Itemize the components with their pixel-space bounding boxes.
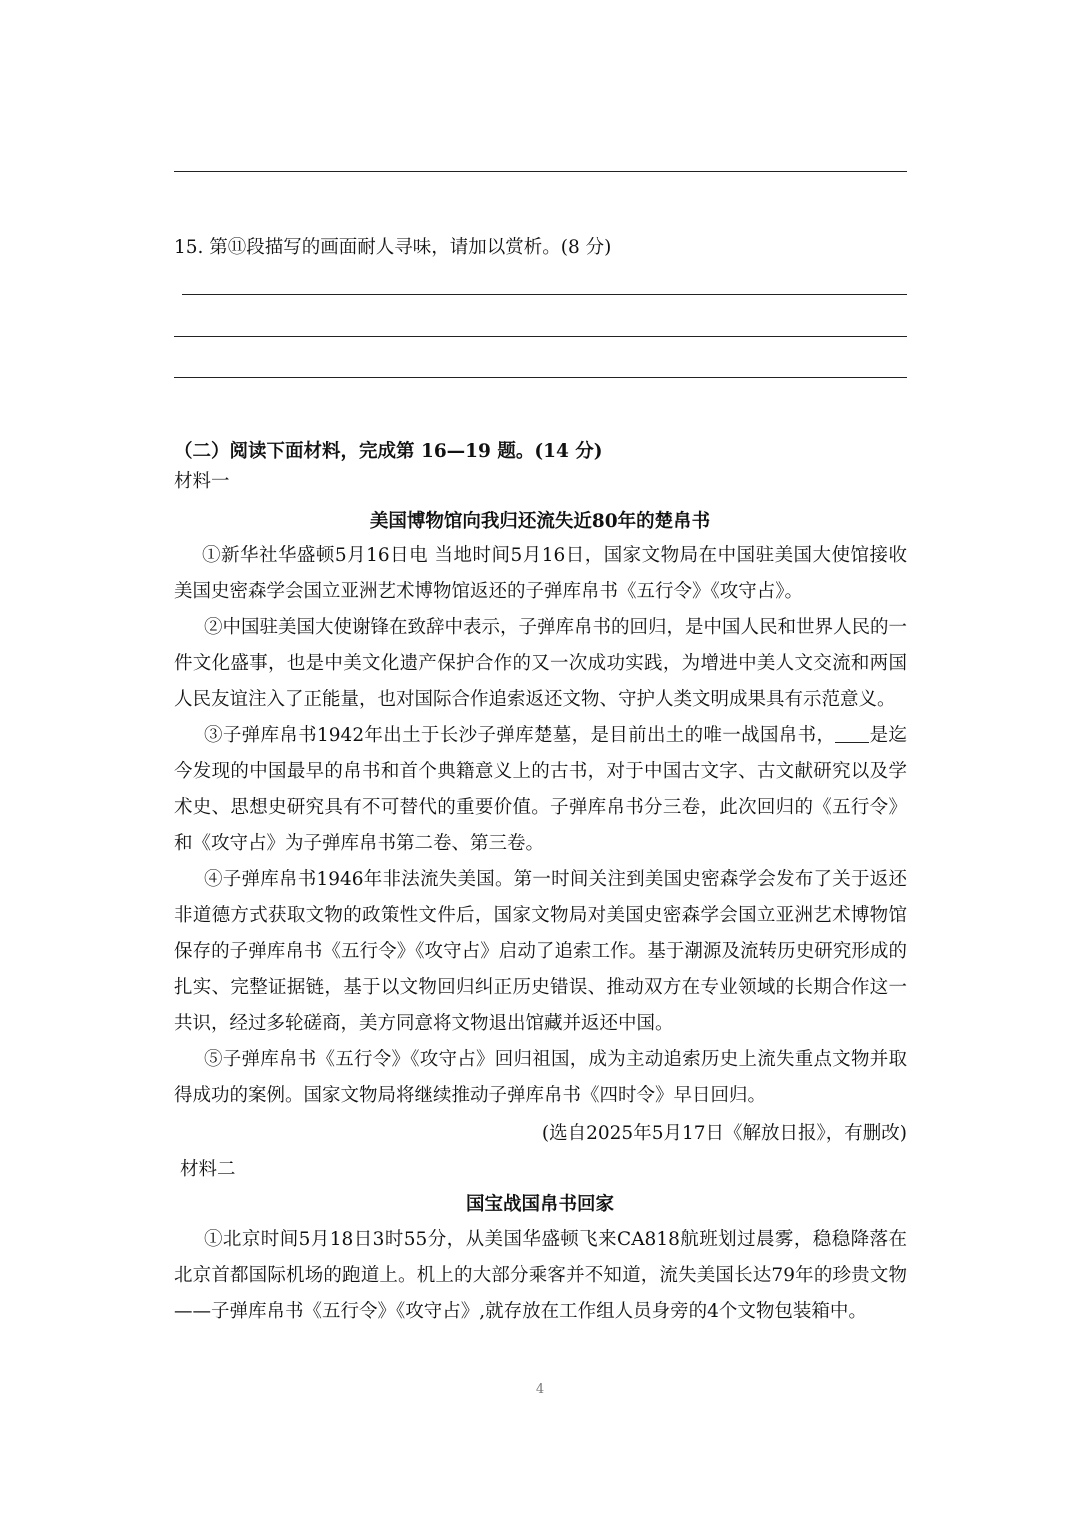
answer-line	[182, 294, 907, 295]
fill-in-blank	[835, 724, 869, 743]
answer-line	[174, 336, 907, 337]
section-heading: （二）阅读下面材料，完成第 16—19 题。(14 分)	[174, 441, 603, 462]
paragraph-3-rest: 是迄今发现的中国最早的帛书和首个典籍意义上的古书，对于中国古文字、古文献研究以及学术史、思想史研究具有不可替代的重要价值。子弹库帛书分三卷，此次回归的《五行令》和《攻守占》为子弹库帛书第二卷、第三卷。	[174, 725, 907, 854]
answer-line	[174, 377, 907, 378]
material-one-source: (选自2025年5月17日《解放日报》，有删改)	[541, 1123, 907, 1144]
material-one-paragraph-5: ⑤子弹库帛书《五行令》《攻守占》回归祖国，成为主动追索历史上流失重点文物并取得成功的案例。国家文物局将继续推动子弹库帛书《四时令》早日回归。	[174, 1049, 907, 1106]
material-two-title: 国宝战国帛书回家	[465, 1194, 614, 1215]
page-number: 4	[535, 1382, 545, 1397]
paragraph-3-lead: ③子弹库帛书1942年出土于长沙子弹库楚墓，是目前出土的唯一战国帛书，	[204, 725, 836, 746]
material-one-paragraph-1: ①新华社华盛顿5月16日电 当地时间5月16日，国家文物局在中国驻美国大使馆接收美国史密森学会国立亚洲艺术博物馆返还的子弹库帛书《五行令》《攻守占》。	[174, 545, 907, 602]
material-one-paragraph-3	[174, 718, 907, 862]
material-one-label: 材料一	[174, 471, 230, 492]
material-one-title: 美国博物馆向我归还流失近80年的楚帛书	[369, 511, 711, 532]
material-two-paragraph-1: ①北京时间5月18日3时55分，从美国华盛顿飞来CA818航班划过晨雾，稳稳降落在北京首都国际机场的跑道上。机上的大部分乘客并不知道，流失美国长达79年的珍贵文物——子弹库帛书《五行令》《攻守占》,就存放在工作组人员身旁的4个文物包装箱中。	[174, 1229, 907, 1322]
material-one-paragraph-2: ②中国驻美国大使谢锋在致辞中表示，子弹库帛书的回归，是中国人民和世界人民的一件文化盛事，也是中美文化遗产保护合作的又一次成功实践，为增进中美人文交流和两国人民友谊注入了正能量，也对国际合作追索返还文物、守护人类文明成果具有示范意义。	[174, 617, 908, 710]
answer-line	[174, 171, 907, 172]
material-one-paragraph-4: ④子弹库帛书1946年非法流失美国。第一时间关注到美国史密森学会发布了关于返还 非道德方式获取文物的政策性文件后，国家文物局对美国史密森学会国立亚洲艺术博物馆保存的子弹库帛书《五行令》《攻守占》启动了追索工作。基于潮源及流转历史研究形成的扎实、完整证据链，基于以文物回归纠正历史错误、推动双方在专业领域的长期合作这一共识，经过多轮磋商，美方同意将文物退出馆藏并返还中国。	[174, 869, 907, 1034]
question-15: 15. 第⑪段描写的画面耐人寻味，请加以赏析。(8 分)	[174, 237, 612, 258]
material-two-label: 材料二	[180, 1159, 236, 1180]
